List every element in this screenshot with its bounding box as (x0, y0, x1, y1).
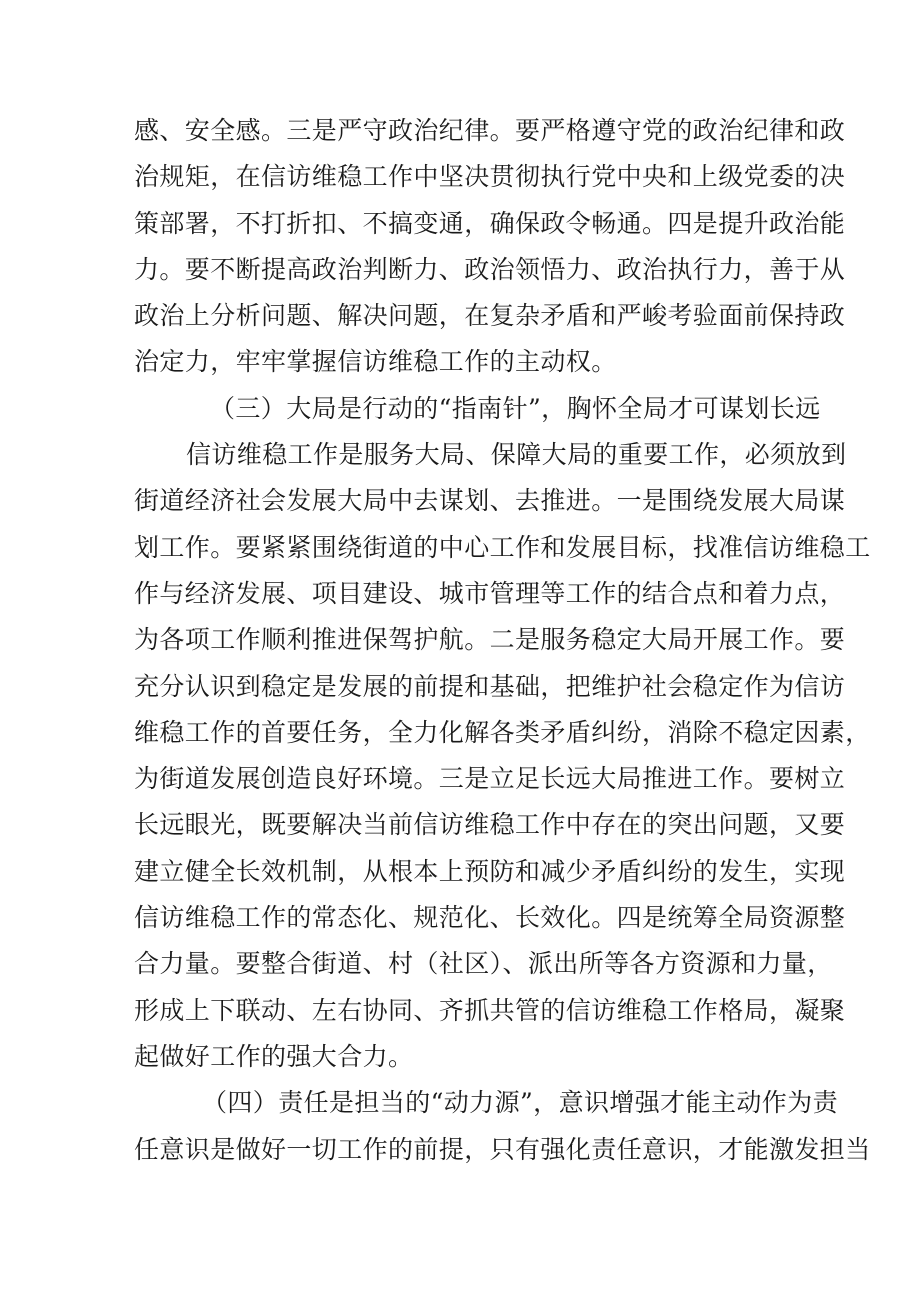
text-line: 治定力，牢牢掌握信访维稳工作的主动权。 (134, 347, 617, 377)
text-line: 策部署，不打折扣、不搞变通，确保政令畅通。四是提升政治能 (134, 208, 846, 238)
text-line: 街道经济社会发展大局中去谋划、去推进。一是围绕发展大局谋 (134, 486, 846, 516)
text-line: 力。要不断提高政治判断力、政治领悟力、政治执行力，善于从 (134, 254, 846, 284)
text-line: 信访维稳工作的常态化、规范化、长效化。四是统筹全局资源整 (134, 903, 846, 933)
text-line: 合力量。要整合街道、村（社区）、派出所等各方资源和力量， (134, 949, 833, 979)
text-line: 为各项工作顺利推进保驾护航。二是服务稳定大局开展工作。要 (134, 625, 846, 655)
text-line: 为街道发展创造良好环境。三是立足长远大局推进工作。要树立 (134, 764, 846, 794)
text-line: 划工作。要紧紧围绕街道的中心工作和发展目标，找准信访维稳工 (134, 532, 871, 562)
section-heading-3: （三）大局是行动的“指南针”，胸怀全局才可谋划长远 (210, 393, 821, 423)
text-line: 信访维稳工作是服务大局、保障大局的重要工作，必须放到 (186, 440, 847, 470)
text-line: 任意识是做好一切工作的前提，只有强化责任意识，才能激发担当 (134, 1134, 871, 1164)
text-line: 政治上分析问题、解决问题，在复杂矛盾和严峻考验面前保持政 (134, 301, 846, 331)
text-line: 形成上下联动、左右协同、齐抓共管的信访维稳工作格局，凝聚 (134, 995, 846, 1025)
text-line: 长远眼光，既要解决当前信访维稳工作中存在的突出问题，又要 (134, 810, 846, 840)
document-body (134, 108, 871, 1173)
text-line: 感、安全感。三是严守政治纪律。要严格遵守党的政治纪律和政 (134, 116, 846, 145)
text-line: 建立健全长效机制，从根本上预防和减少矛盾纠纷的发生，实现 (134, 856, 846, 886)
text-line: 维稳工作的首要任务，全力化解各类矛盾纠纷，消除不稳定因素， (134, 717, 871, 747)
text-line: 作与经济发展、项目建设、城市管理等工作的结合点和着力点， (134, 578, 846, 608)
section-heading-4: （四）责任是担当的“动力源”，意识增强才能主动作为责 (202, 1088, 838, 1118)
text-line: 充分认识到稳定是发展的前提和基础，把维护社会稳定作为信访 (134, 671, 846, 701)
text-line: 治规矩，在信访维稳工作中坚决贯彻执行党中央和上级党委的决 (134, 162, 846, 192)
text-line: 起做好工作的强大合力。 (134, 1041, 414, 1071)
